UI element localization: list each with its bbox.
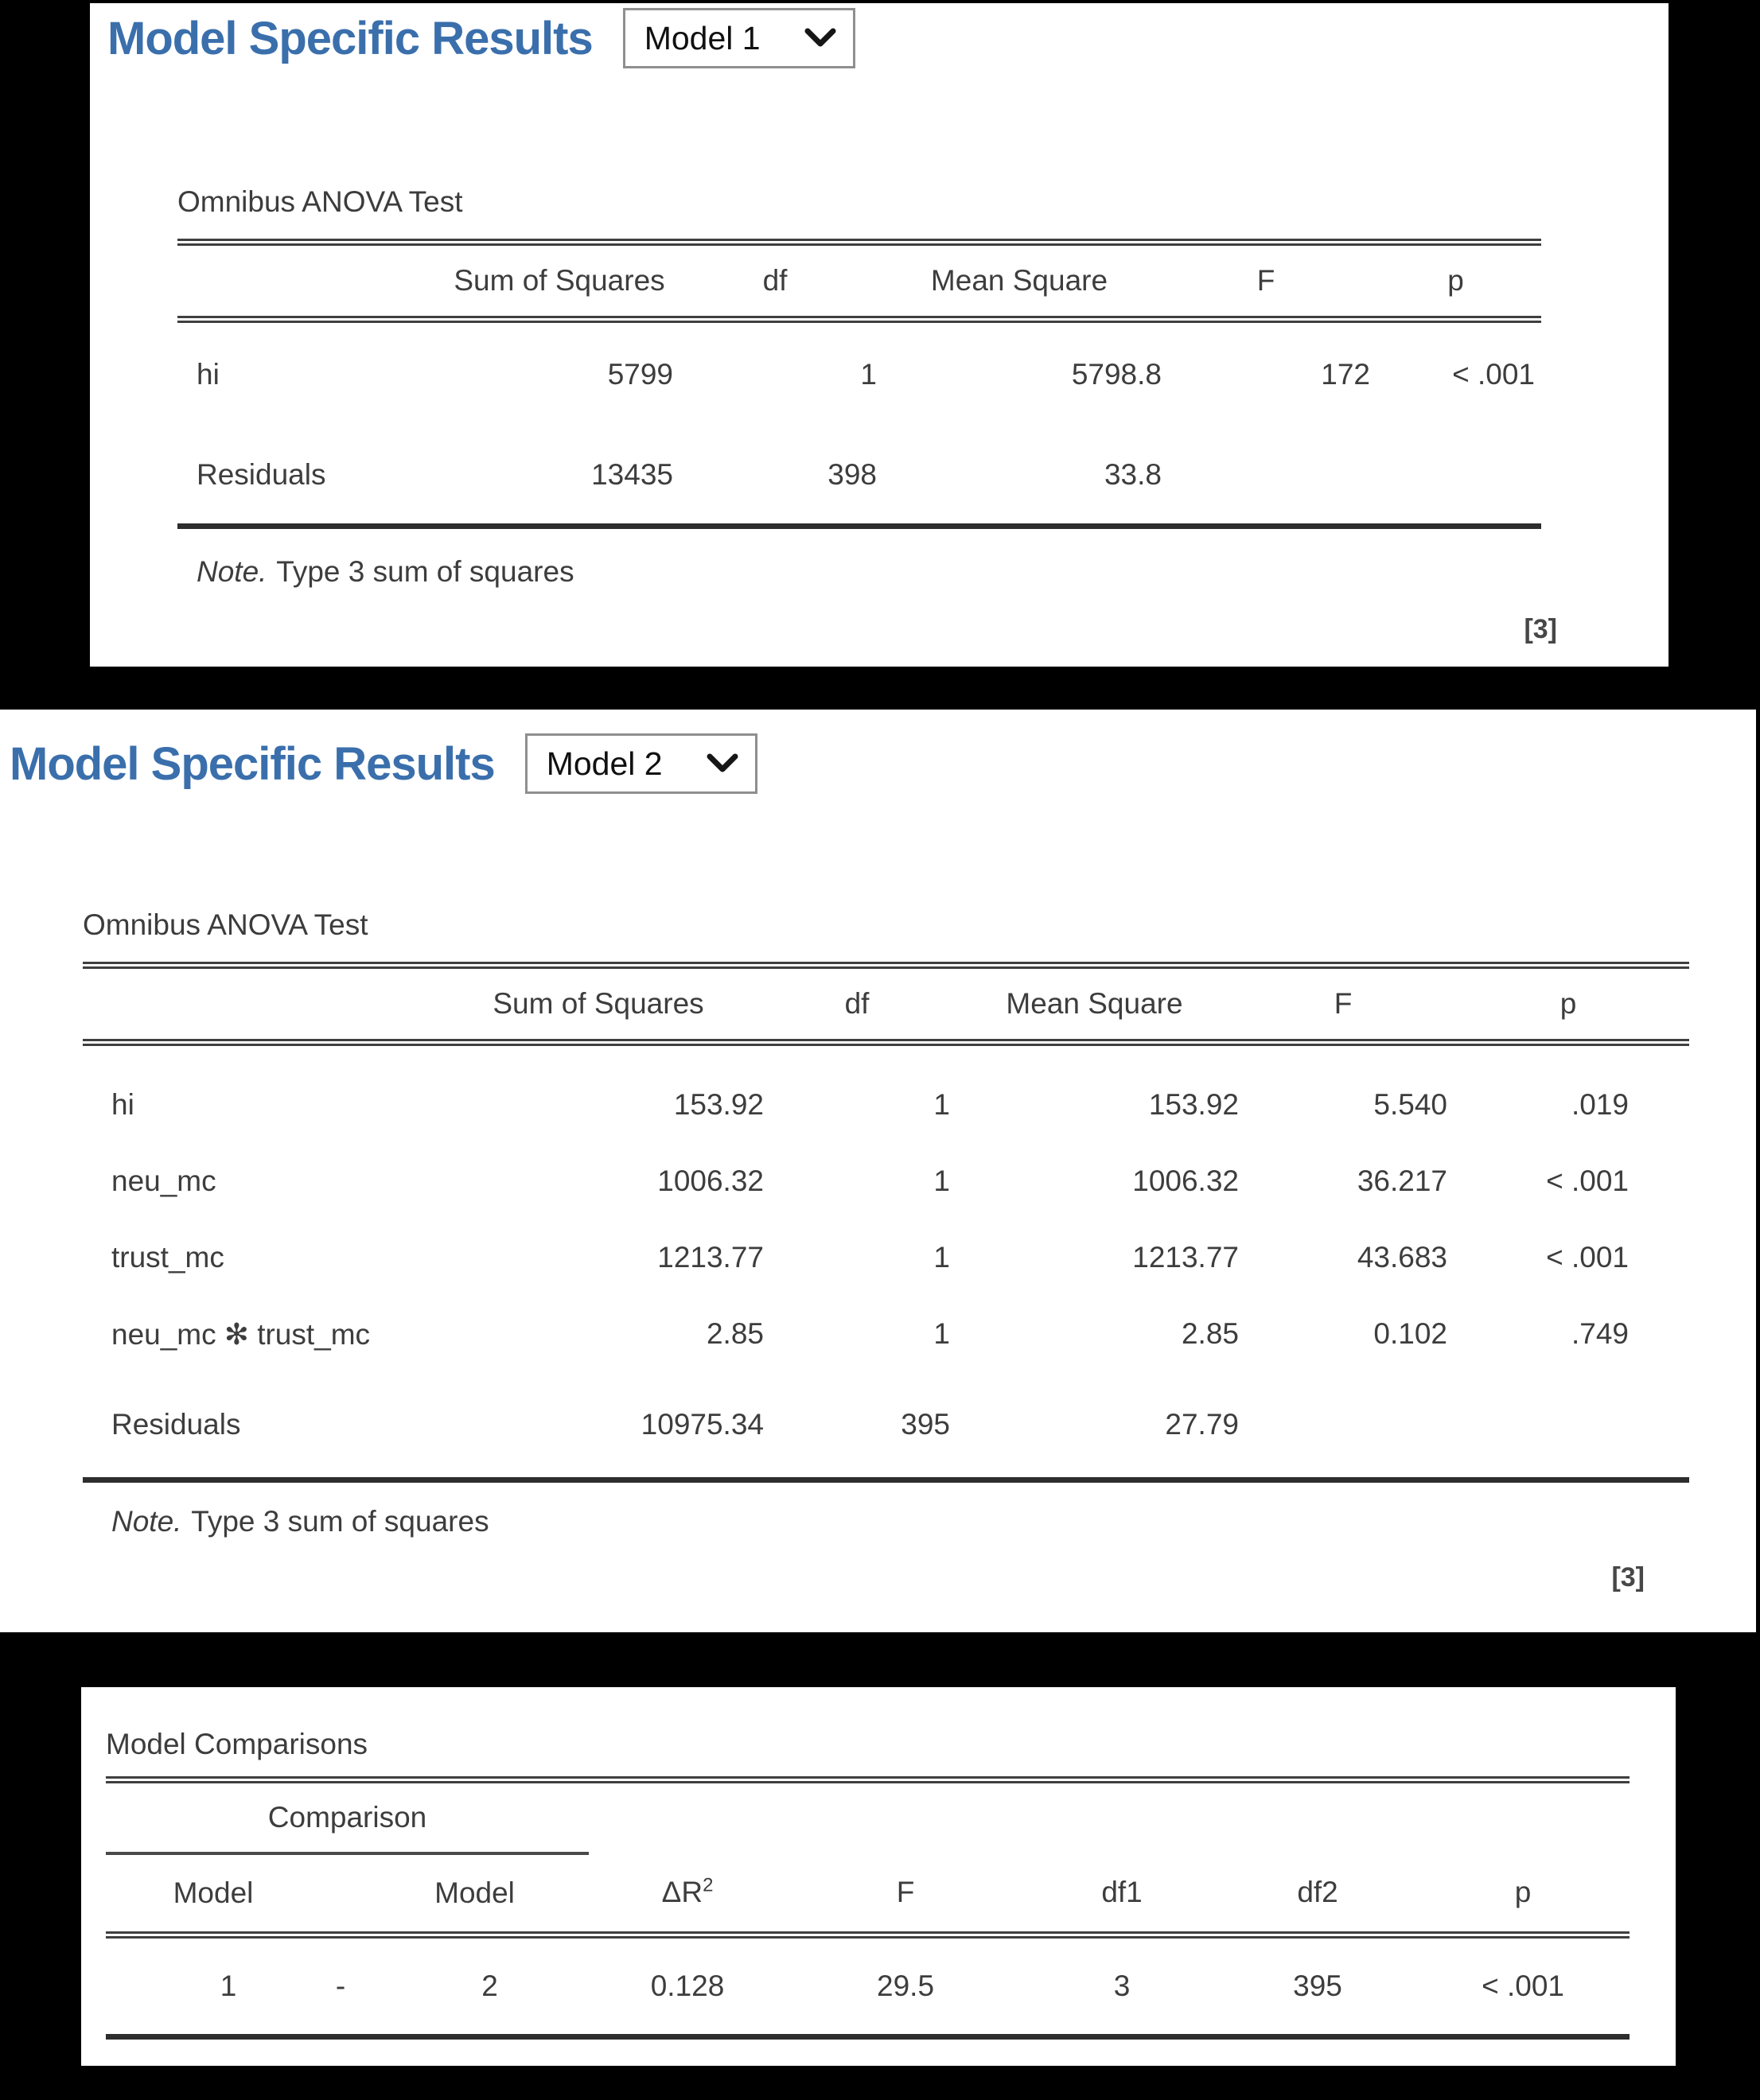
spanner-row [106,1780,1630,1854]
term-cell: neu_mc [111,1165,216,1197]
df2-cell: 395 [1219,1935,1416,2037]
ss-cell: 1006.32 [657,1165,764,1197]
mean-square-header: Mean Square [877,243,1162,320]
f-cell: 0.102 [1373,1317,1447,1350]
delta-r-squared-header: $\Delta R^2$ [589,1853,786,1935]
model-select-dropdown[interactable] [623,8,855,68]
model-select-dropdown[interactable] [525,733,757,794]
model1-cell: 1 [106,1935,321,2037]
separator-header [321,1853,360,1935]
chevron-down-icon [706,752,739,775]
model2-cell: 2 [360,1935,589,2037]
df-cell: 395 [764,1372,950,1480]
section-heading: Model Specific Results [107,12,593,64]
model1-header: Model [106,1853,321,1935]
model-select-value: Model 1 [644,19,761,56]
term-column-header [83,966,433,1043]
omnibus-anova-table [177,239,1541,529]
ms-cell: 1213.77 [1132,1241,1239,1274]
model-comparisons-panel [81,1687,1676,2066]
ms-cell: 1006.32 [1132,1165,1239,1197]
f-cell: 43.683 [1357,1241,1447,1274]
term-cell: hi [197,358,220,391]
ms-cell: 2.85 [1181,1317,1239,1350]
ms-cell: 33.8 [877,426,1162,527]
df-cell: 1 [860,358,877,391]
chevron-down-icon [804,27,837,49]
df-header: df [673,243,877,320]
f-header: F [1162,243,1370,320]
comparisons-table-block [106,1727,1630,2040]
sum-of-squares-header: Sum of Squares [433,966,764,1043]
model-select-value: Model 2 [546,745,663,782]
f-header: F [1239,966,1447,1043]
f-cell: 5.540 [1373,1088,1447,1121]
table-row [177,426,1541,527]
comparison-spanner-header: Comparison [106,1780,589,1854]
p-cell: < .001 [1546,1165,1629,1197]
table-caption: Omnibus ANOVA Test [177,185,463,218]
table-row [83,1219,1689,1296]
table-note [177,555,574,589]
table-row [83,1043,1689,1144]
term-cell: neu_mc ✻ trust_mc [111,1317,371,1351]
ss-cell: 153.92 [673,1088,764,1121]
df-cell: 398 [673,426,877,527]
term-cell: Residuals [177,426,446,527]
p-header: p [1416,1853,1630,1935]
table-row [177,320,1541,427]
model1-heading-row [107,6,855,70]
f-cell: 172 [1321,358,1370,391]
anova-table-block [83,908,1689,1483]
p-header: p [1370,243,1541,320]
df1-cell: 3 [1025,1935,1219,2037]
model2-header: Model [360,1853,589,1935]
term-cell: Residuals [83,1372,433,1480]
term-column-header [177,243,446,320]
df-cell: 1 [933,1241,950,1274]
omnibus-anova-table [83,962,1689,1483]
df2-header: df2 [1219,1853,1416,1935]
ms-cell: 27.79 [950,1372,1239,1480]
term-cell: trust_mc [111,1241,224,1274]
p-cell [1447,1372,1689,1480]
df-header: df [764,966,950,1043]
ss-cell: 5799 [607,358,673,391]
ss-cell: 13435 [446,426,673,527]
f-cell: 36.217 [1357,1165,1447,1197]
delta-r-squared-cell: 0.128 [589,1935,786,2037]
header-row [106,1853,1630,1935]
ss-cell: 2.85 [706,1317,764,1350]
reference-badge: [3] [1524,614,1557,644]
mean-square-header: Mean Square [950,966,1239,1043]
p-cell [1370,426,1541,527]
table-note [83,1505,489,1538]
f-header: F [786,1853,1025,1935]
ss-cell: 10975.34 [433,1372,764,1480]
f-cell: 29.5 [786,1935,1025,2037]
model1-results-panel [90,3,1668,667]
p-cell: < .001 [1546,1241,1629,1274]
table-caption: Model Comparisons [106,1728,368,1760]
section-heading: Model Specific Results [10,737,495,790]
term-cell: hi [111,1088,134,1121]
df-cell: 1 [933,1165,950,1197]
ms-cell: 153.92 [1148,1088,1239,1121]
reference-badge: [3] [1611,1562,1645,1592]
table-row [83,1143,1689,1219]
header-row [177,243,1541,320]
df1-header: df1 [1025,1853,1219,1935]
model2-heading-row [10,732,757,795]
df-cell: 1 [933,1317,950,1350]
p-cell: < .001 [1416,1935,1630,2037]
sum-of-squares-header: Sum of Squares [446,243,673,320]
ss-cell: 1213.77 [657,1241,764,1274]
f-cell [1239,1372,1447,1480]
ms-cell: 5798.8 [1071,358,1162,391]
model-comparisons-table [106,1776,1630,2040]
note-text: Type 3 sum of squares [191,1505,489,1538]
table-row [83,1372,1689,1480]
df-cell: 1 [933,1088,950,1121]
f-cell [1162,426,1370,527]
p-header: p [1447,966,1689,1043]
p-cell: < .001 [1452,358,1535,391]
anova-table-block [177,185,1541,529]
comparison-separator: - [321,1935,360,2037]
note-text: Type 3 sum of squares [276,555,574,588]
model2-results-panel [0,710,1756,1632]
table-caption: Omnibus ANOVA Test [83,908,368,941]
p-cell: .749 [1571,1317,1629,1350]
table-row [106,1935,1630,2037]
note-label: Note. [111,1505,182,1538]
p-cell: .019 [1571,1088,1629,1121]
note-label: Note. [197,555,267,588]
table-row [83,1296,1689,1372]
header-row [83,966,1689,1043]
